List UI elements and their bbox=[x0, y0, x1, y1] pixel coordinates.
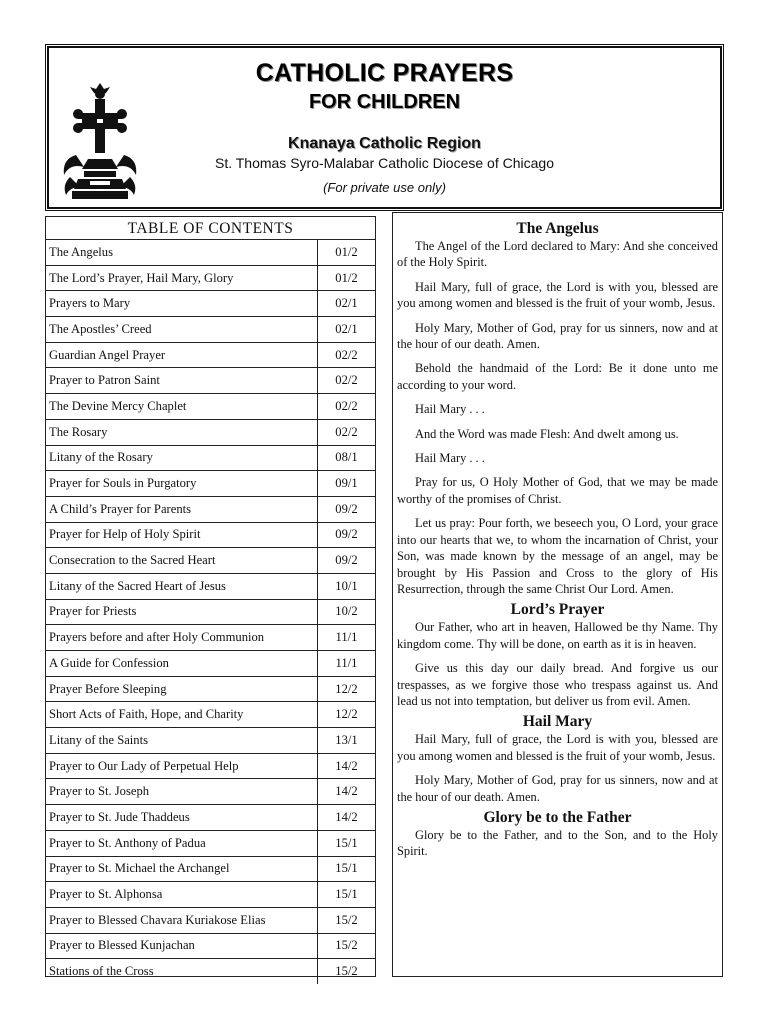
toc-entry-page: 08/1 bbox=[318, 445, 376, 471]
region-name: Knanaya Catholic Region bbox=[288, 135, 481, 152]
toc-entry-title: Prayer to St. Anthony of Padua bbox=[46, 830, 318, 856]
toc-entry-title: Litany of the Sacred Heart of Jesus bbox=[46, 573, 318, 599]
toc-row bbox=[46, 471, 375, 497]
toc-entry-page: 15/2 bbox=[318, 933, 376, 959]
prayer-paragraph: Holy Mary, Mother of God, pray for us sinners, now and at the hour of our death. Amen. bbox=[397, 320, 718, 352]
prayer-heading: Lord’s Prayer bbox=[510, 601, 605, 619]
toc-entry-title: A Guide for Confession bbox=[46, 651, 318, 677]
prayer-paragraph: Glory be to the Father, and to the Son, and to the Holy Spirit. bbox=[397, 827, 718, 859]
toc-row bbox=[46, 265, 375, 291]
toc-entry-title: Litany of the Rosary bbox=[46, 445, 318, 471]
toc-entry-page: 02/2 bbox=[318, 368, 376, 394]
toc-entry-title: Prayer to St. Michael the Archangel bbox=[46, 856, 318, 882]
toc-entry-title: Prayers before and after Holy Communion bbox=[46, 625, 318, 651]
toc-entry-title: The Devine Mercy Chaplet bbox=[46, 394, 318, 420]
toc-row bbox=[46, 496, 375, 522]
toc-row bbox=[46, 522, 375, 548]
toc-row bbox=[46, 342, 375, 368]
toc-entry-title: Prayer to Blessed Kunjachan bbox=[46, 933, 318, 959]
toc-entry-page: 11/1 bbox=[318, 651, 376, 677]
toc-entry-page: 09/2 bbox=[318, 522, 376, 548]
toc-entry-page: 09/2 bbox=[318, 496, 376, 522]
toc-row bbox=[46, 599, 375, 625]
toc-row bbox=[46, 882, 375, 908]
usage-note: (For private use only) bbox=[323, 180, 446, 195]
toc-entry-page: 01/2 bbox=[318, 240, 376, 265]
toc-entry-page: 13/1 bbox=[318, 728, 376, 754]
toc-row bbox=[46, 548, 375, 574]
diocese-name: St. Thomas Syro-Malabar Catholic Diocese of Chicago bbox=[214, 155, 554, 171]
toc-entry-title: Prayer to Blessed Chavara Kuriakose Elias bbox=[46, 907, 318, 933]
toc-entry-page: 09/1 bbox=[318, 471, 376, 497]
table-of-contents bbox=[45, 216, 376, 977]
toc-entry-title: Prayer to Our Lady of Perpetual Help bbox=[46, 753, 318, 779]
toc-entry-page: 02/2 bbox=[318, 394, 376, 420]
toc-entry-title: The Lord’s Prayer, Hail Mary, Glory bbox=[46, 265, 318, 291]
toc-entry-page: 02/2 bbox=[318, 419, 376, 445]
toc-row bbox=[46, 728, 375, 754]
toc-row bbox=[46, 291, 375, 317]
toc-entry-page: 14/2 bbox=[318, 805, 376, 831]
toc-entry-title: Prayer to St. Jude Thaddeus bbox=[46, 805, 318, 831]
prayer-heading: Hail Mary bbox=[522, 713, 593, 731]
toc-entry-title: Prayer to St. Joseph bbox=[46, 779, 318, 805]
toc-entry-page: 15/1 bbox=[318, 882, 376, 908]
prayer-paragraph: Let us pray: Pour forth, we beseech you, O Lord, your grace into our hearts that we, to whom the incarnation of Christ, your Son, was made known by the message of an angel, may be brought by His Passion and Cross to the glory of His Resurrection, through the same Christ Our Lord. Amen. bbox=[397, 516, 718, 596]
toc-entry-page: 02/2 bbox=[318, 342, 376, 368]
toc-entry-title: Prayer for Help of Holy Spirit bbox=[46, 522, 318, 548]
toc-entry-page: 15/1 bbox=[318, 830, 376, 856]
prayer-heading: Glory be to the Father bbox=[483, 808, 632, 826]
toc-entry-title: Litany of the Saints bbox=[46, 728, 318, 754]
toc-entry-title: Prayer Before Sleeping bbox=[46, 676, 318, 702]
toc-row bbox=[46, 317, 375, 343]
toc-entry-title: Short Acts of Faith, Hope, and Charity bbox=[46, 702, 318, 728]
toc-entry-page: 01/2 bbox=[318, 265, 376, 291]
toc-row bbox=[46, 240, 375, 265]
toc-entry-page: 14/2 bbox=[318, 753, 376, 779]
toc-entry-page: 12/2 bbox=[318, 702, 376, 728]
toc-entry-title: Stations of the Cross bbox=[49, 964, 154, 979]
toc-entry-title: Prayer to St. Alphonsa bbox=[46, 882, 318, 908]
toc-row bbox=[46, 856, 375, 882]
toc-row bbox=[46, 419, 375, 445]
toc-row bbox=[46, 779, 375, 805]
toc-entry-page: 15/1 bbox=[318, 856, 376, 882]
prayer-paragraph: Give us this day our daily bread. And forgive us our trespasses, as we forgive those who trespass against us. And lead us not into temptation, but deliver us from evil. Amen. bbox=[397, 661, 718, 708]
prayer-paragraph: Pray for us, O Holy Mother of God, that we may be made worthy of the promises of Christ. bbox=[397, 475, 718, 506]
toc-row bbox=[46, 753, 375, 779]
toc-row bbox=[46, 907, 375, 933]
toc-entry-title: Guardian Angel Prayer bbox=[46, 342, 318, 368]
toc-entry-page: 15/2 bbox=[318, 959, 376, 984]
toc-row bbox=[46, 368, 375, 394]
toc-row bbox=[46, 805, 375, 831]
prayers-column bbox=[392, 212, 723, 977]
prayer-paragraph: Hail Mary . . . bbox=[415, 402, 485, 417]
prayer-paragraph: Hail Mary, full of grace, the Lord is with you, blessed are you among women and blessed is the fruit of your womb, Jesus. bbox=[397, 279, 718, 311]
prayer-paragraph: Holy Mary, Mother of God, pray for us sinners, now and at the hour of our death. Amen. bbox=[397, 773, 718, 804]
toc-row bbox=[46, 959, 375, 984]
toc-entry-title: Prayer for Souls in Purgatory bbox=[46, 471, 318, 497]
toc-entry-page: 10/2 bbox=[318, 599, 376, 625]
toc-entry-title: Prayer to Patron Saint bbox=[46, 368, 318, 394]
toc-entry-page: 14/2 bbox=[318, 779, 376, 805]
toc-entry-title: Consecration to the Sacred Heart bbox=[46, 548, 318, 574]
prayer-paragraph: Hail Mary, full of grace, the Lord is with you, blessed are you among women and blessed is the fruit of your womb, Jesus. bbox=[397, 732, 718, 763]
toc-row bbox=[46, 676, 375, 702]
toc-row bbox=[46, 625, 375, 651]
toc-table bbox=[46, 240, 375, 984]
toc-entry-title: The Apostles’ Creed bbox=[46, 317, 318, 343]
prayer-paragraph: Behold the handmaid of the Lord: Be it done unto me according to your word. bbox=[397, 361, 718, 392]
toc-entry-title: The Angelus bbox=[46, 240, 318, 265]
toc-title: TABLE OF CONTENTS bbox=[46, 217, 375, 240]
toc-row bbox=[46, 394, 375, 420]
toc-entry-title: Prayer for Priests bbox=[46, 599, 318, 625]
toc-entry-page: 02/1 bbox=[318, 291, 376, 317]
toc-row bbox=[46, 830, 375, 856]
toc-entry-page: 02/1 bbox=[318, 317, 376, 343]
prayer-heading: The Angelus bbox=[516, 220, 599, 237]
toc-row bbox=[46, 702, 375, 728]
toc-row bbox=[46, 573, 375, 599]
toc-entry-page: 09/2 bbox=[318, 548, 376, 574]
prayer-paragraph: The Angel of the Lord declared to Mary: And she conceived of the Holy Spirit. bbox=[397, 239, 718, 270]
toc-entry-title: The Rosary bbox=[46, 419, 318, 445]
toc-entry-page: 12/2 bbox=[318, 676, 376, 702]
toc-row bbox=[46, 445, 375, 471]
toc-entry-title: A Child’s Prayer for Parents bbox=[46, 496, 318, 522]
prayer-paragraph: Our Father, who art in heaven, Hallowed be thy Name. Thy kingdom come. Thy will be done, on earth as it is in heaven. bbox=[397, 620, 718, 651]
toc-entry-page: 10/1 bbox=[318, 573, 376, 599]
prayer-paragraph: Hail Mary . . . bbox=[415, 451, 485, 466]
document-subtitle: FOR CHILDREN bbox=[308, 91, 461, 113]
toc-row bbox=[46, 651, 375, 677]
document-title: CATHOLIC PRAYERS bbox=[255, 59, 514, 87]
toc-row bbox=[46, 933, 375, 959]
toc-entry-title: Prayers to Mary bbox=[46, 291, 318, 317]
document-header bbox=[45, 44, 724, 211]
prayer-paragraph: And the Word was made Flesh: And dwelt among us. bbox=[415, 426, 679, 441]
toc-entry-page: 15/2 bbox=[318, 907, 376, 933]
toc-entry-page: 11/1 bbox=[318, 625, 376, 651]
